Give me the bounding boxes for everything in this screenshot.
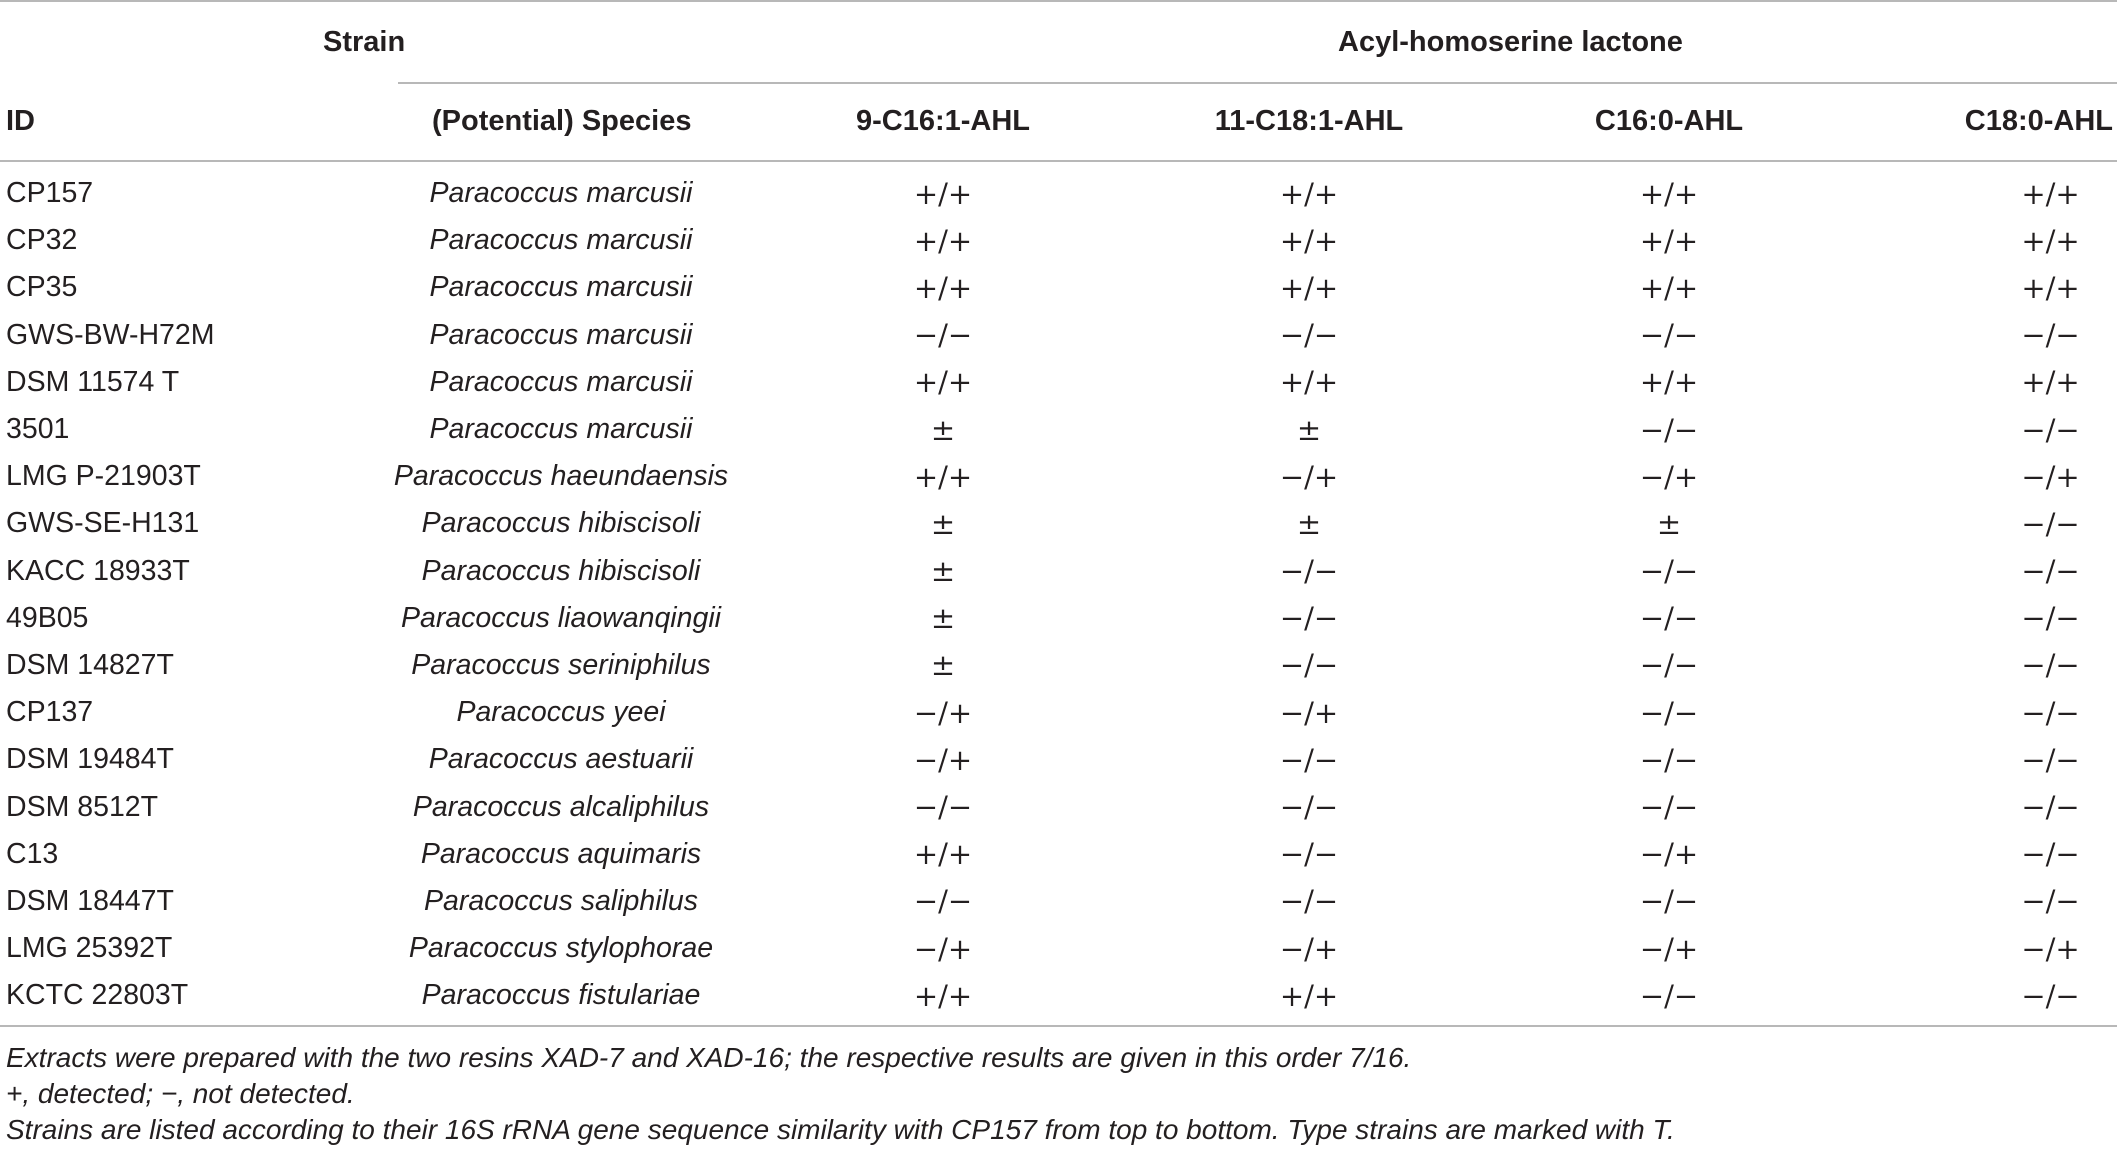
ahl-c16-0-cell: −/−	[1639, 884, 1699, 919]
ahl-11-c18-1-cell: −/−	[1279, 742, 1339, 777]
species-cell: Paracoccus stylophorae	[408, 932, 714, 965]
ahl-c18-0-cell: −/−	[2021, 695, 2080, 730]
ahl-c18-0-cell: +/+	[2021, 176, 2080, 211]
species-cell: Paracoccus hibiscisoli	[421, 554, 701, 587]
footnote-ordering: Strains are listed according to their 16S rRNA gene sequence similarity with CP157 from top to bottom. Type strains are marked with T.	[6, 1114, 1675, 1145]
ahl-9-c16-1-cell: −/+	[913, 742, 973, 777]
table-row	[0, 736, 2117, 783]
table-row	[0, 642, 2117, 689]
strain-id-cell: LMG 25392T	[6, 932, 173, 965]
ahl-c18-0-cell: −/−	[2021, 412, 2080, 447]
ahl-c16-0-cell: +/+	[1639, 365, 1699, 400]
table-row	[0, 783, 2117, 830]
species-cell: Paracoccus marcusii	[429, 365, 693, 398]
ahl-c18-0-cell: −/−	[2021, 318, 2080, 353]
ahl-c18-0-cell: −/−	[2021, 554, 2080, 589]
ahl-c16-0-cell: −/−	[1639, 790, 1699, 825]
strain-group-header: Strain	[0, 1, 752, 82]
col-header-c18-0-ahl: C18:0-AHL	[1854, 82, 2117, 161]
ahl-group-header: Acyl-homoserine lactone	[752, 1, 2117, 82]
strain-id-cell: CP32	[6, 224, 78, 257]
ahl-c18-0-cell: −/+	[2021, 931, 2080, 966]
ahl-c16-0-cell: −/+	[1639, 931, 1699, 966]
ahl-9-c16-1-cell: −/−	[913, 884, 973, 919]
ahl-c16-0-cell: −/−	[1484, 972, 1854, 1026]
ahl-c18-0-cell: +/+	[2021, 365, 2080, 400]
ahl-c16-0-cell: −/−	[1639, 648, 1699, 683]
species-cell: Paracoccus haeundaensis	[393, 460, 729, 493]
strain-id-cell: 3501	[6, 413, 70, 446]
ahl-9-c16-1-cell: +/+	[913, 459, 973, 494]
ahl-c18-0-cell: −/−	[2021, 506, 2080, 541]
ahl-9-c16-1-cell: +/+	[913, 270, 973, 305]
ahl-9-c16-1-cell: ±	[930, 412, 956, 447]
ahl-c16-0-cell: −/−	[1639, 695, 1699, 730]
ahl-11-c18-1-cell: +/+	[1134, 972, 1484, 1026]
strain-id-cell: GWS-SE-H131	[6, 507, 200, 540]
table-row	[0, 548, 2117, 595]
strain-id-cell: KACC 18933T	[6, 554, 190, 587]
species-cell: Paracoccus marcusii	[429, 271, 693, 304]
table-row	[0, 217, 2117, 264]
species-cell: Paracoccus seriniphilus	[411, 648, 711, 681]
strain-id-cell: LMG P-21903T	[6, 460, 201, 493]
ahl-11-c18-1-cell: +/+	[1279, 270, 1339, 305]
ahl-9-c16-1-cell: −/−	[913, 318, 973, 353]
ahl-11-c18-1-cell: −/−	[1279, 790, 1339, 825]
ahl-9-c16-1-cell: +/+	[913, 837, 973, 872]
strain-id-cell: DSM 8512T	[6, 790, 159, 823]
strain-id-cell: 49B05	[6, 601, 89, 634]
ahl-11-c18-1-cell: −/−	[1279, 554, 1339, 589]
ahl-c16-0-cell: +/+	[1639, 270, 1699, 305]
ahl-c18-0-cell: −/−	[1854, 972, 2117, 1026]
ahl-9-c16-1-cell: ±	[930, 506, 956, 541]
col-header-id: ID	[0, 82, 370, 161]
ahl-c18-0-cell: −/−	[2021, 884, 2080, 919]
table-row	[0, 500, 2117, 547]
table-row	[0, 595, 2117, 642]
strain-id-cell: CP137	[6, 696, 94, 729]
ahl-c16-0-cell: −/−	[1639, 412, 1699, 447]
ahl-11-c18-1-cell: −/−	[1279, 884, 1339, 919]
table-row	[0, 925, 2117, 972]
species-cell: Paracoccus hibiscisoli	[421, 507, 701, 540]
footnote-resins: Extracts were prepared with the two resins XAD-7 and XAD-16; the respective results are given in this order 7/16.	[6, 1042, 1412, 1073]
col-header-c16-0-ahl: C16:0-AHL	[1484, 82, 1854, 161]
species-cell: Paracoccus marcusii	[429, 413, 693, 446]
ahl-11-c18-1-cell: −/+	[1279, 695, 1339, 730]
ahl-11-c18-1-cell: −/+	[1279, 459, 1339, 494]
ahl-c18-0-cell: +/+	[2021, 270, 2080, 305]
ahl-11-c18-1-cell: −/−	[1279, 648, 1339, 683]
ahl-c18-0-cell: −/+	[2021, 459, 2080, 494]
ahl-c16-0-cell: ±	[1656, 506, 1682, 541]
table-row	[0, 878, 2117, 925]
species-cell: Paracoccus aquimaris	[420, 837, 702, 870]
species-cell: Paracoccus liaowanqingii	[400, 601, 721, 634]
ahl-c16-0-cell: −/−	[1639, 554, 1699, 589]
ahl-11-c18-1-cell: ±	[1296, 506, 1322, 541]
species-cell: Paracoccus saliphilus	[423, 884, 699, 917]
ahl-c16-0-cell: +/+	[1639, 176, 1699, 211]
strain-id-cell: GWS-BW-H72M	[6, 318, 215, 351]
ahl-9-c16-1-cell: ±	[930, 554, 956, 589]
col-header-11-c18-1-ahl: 11-C18:1-AHL	[1134, 82, 1484, 161]
ahl-9-c16-1-cell: −/−	[913, 790, 973, 825]
strain-id-cell: CP35	[6, 271, 78, 304]
table-body	[0, 161, 2117, 1026]
ahl-9-c16-1-cell: −/+	[913, 931, 973, 966]
ahl-9-c16-1-cell: +/+	[913, 176, 973, 211]
ahl-11-c18-1-cell: +/+	[1279, 176, 1339, 211]
table-row	[0, 972, 2117, 1026]
ahl-c16-0-cell: −/+	[1639, 459, 1699, 494]
strain-id-cell: DSM 19484T	[6, 743, 174, 776]
species-cell: Paracoccus fistulariae	[370, 972, 752, 1026]
ahl-9-c16-1-cell: +/+	[913, 223, 973, 258]
strain-id-cell: DSM 11574 T	[6, 365, 180, 398]
ahl-11-c18-1-cell: −/−	[1279, 318, 1339, 353]
column-header-row	[0, 82, 2117, 161]
ahl-c18-0-cell: −/−	[2021, 790, 2080, 825]
table-row	[0, 831, 2117, 878]
table-row	[0, 161, 2117, 217]
species-cell: Paracoccus marcusii	[429, 224, 693, 257]
ahl-c16-0-cell: −/−	[1639, 601, 1699, 636]
table-row	[0, 264, 2117, 311]
ahl-c18-0-cell: +/+	[2021, 223, 2080, 258]
table-row	[0, 406, 2117, 453]
ahl-c16-0-cell: +/+	[1639, 223, 1699, 258]
ahl-11-c18-1-cell: ±	[1296, 412, 1322, 447]
ahl-11-c18-1-cell: −/−	[1279, 601, 1339, 636]
ahl-c16-0-cell: −/+	[1639, 837, 1699, 872]
ahl-9-c16-1-cell: +/+	[913, 365, 973, 400]
ahl-9-c16-1-cell: −/+	[913, 695, 973, 730]
ahl-11-c18-1-cell: −/+	[1279, 931, 1339, 966]
ahl-c18-0-cell: −/−	[2021, 742, 2080, 777]
ahl-9-c16-1-cell: ±	[930, 601, 956, 636]
ahl-9-c16-1-cell: ±	[930, 648, 956, 683]
ahl-11-c18-1-cell: +/+	[1279, 223, 1339, 258]
strain-id-cell: DSM 18447T	[6, 884, 174, 917]
species-cell: Paracoccus alcaliphilus	[412, 790, 710, 823]
group-header-row	[0, 1, 2117, 82]
strain-id-cell: CP157	[6, 177, 94, 210]
ahl-11-c18-1-cell: −/−	[1279, 837, 1339, 872]
table-row	[0, 312, 2117, 359]
col-header-9-c16-1-ahl: 9-C16:1-AHL	[752, 82, 1134, 161]
ahl-c18-0-cell: −/−	[2021, 601, 2080, 636]
ahl-c16-0-cell: −/−	[1639, 318, 1699, 353]
ahl-c18-0-cell: −/−	[2021, 837, 2080, 872]
acyl-group-underline	[398, 82, 2117, 84]
ahl-c16-0-cell: −/−	[1639, 742, 1699, 777]
species-cell: Paracoccus marcusii	[429, 318, 693, 351]
ahl-9-c16-1-cell: +/+	[752, 972, 1134, 1026]
strain-id-cell: KCTC 22803T	[0, 972, 370, 1026]
table-row	[0, 689, 2117, 736]
species-cell: Paracoccus marcusii	[429, 177, 693, 210]
strain-id-cell: DSM 14827T	[6, 648, 174, 681]
col-header-species: (Potential) Species	[370, 82, 752, 161]
table-row	[0, 453, 2117, 500]
species-cell: Paracoccus yeei	[456, 696, 666, 729]
ahl-11-c18-1-cell: +/+	[1279, 365, 1339, 400]
table-row	[0, 359, 2117, 406]
ahl-c18-0-cell: −/−	[2021, 648, 2080, 683]
strain-id-cell: C13	[6, 837, 59, 870]
species-cell: Paracoccus aestuarii	[428, 743, 694, 776]
footnote-legend: +, detected; −, not detected.	[6, 1078, 355, 1109]
table-footnotes	[6, 1040, 2106, 1148]
